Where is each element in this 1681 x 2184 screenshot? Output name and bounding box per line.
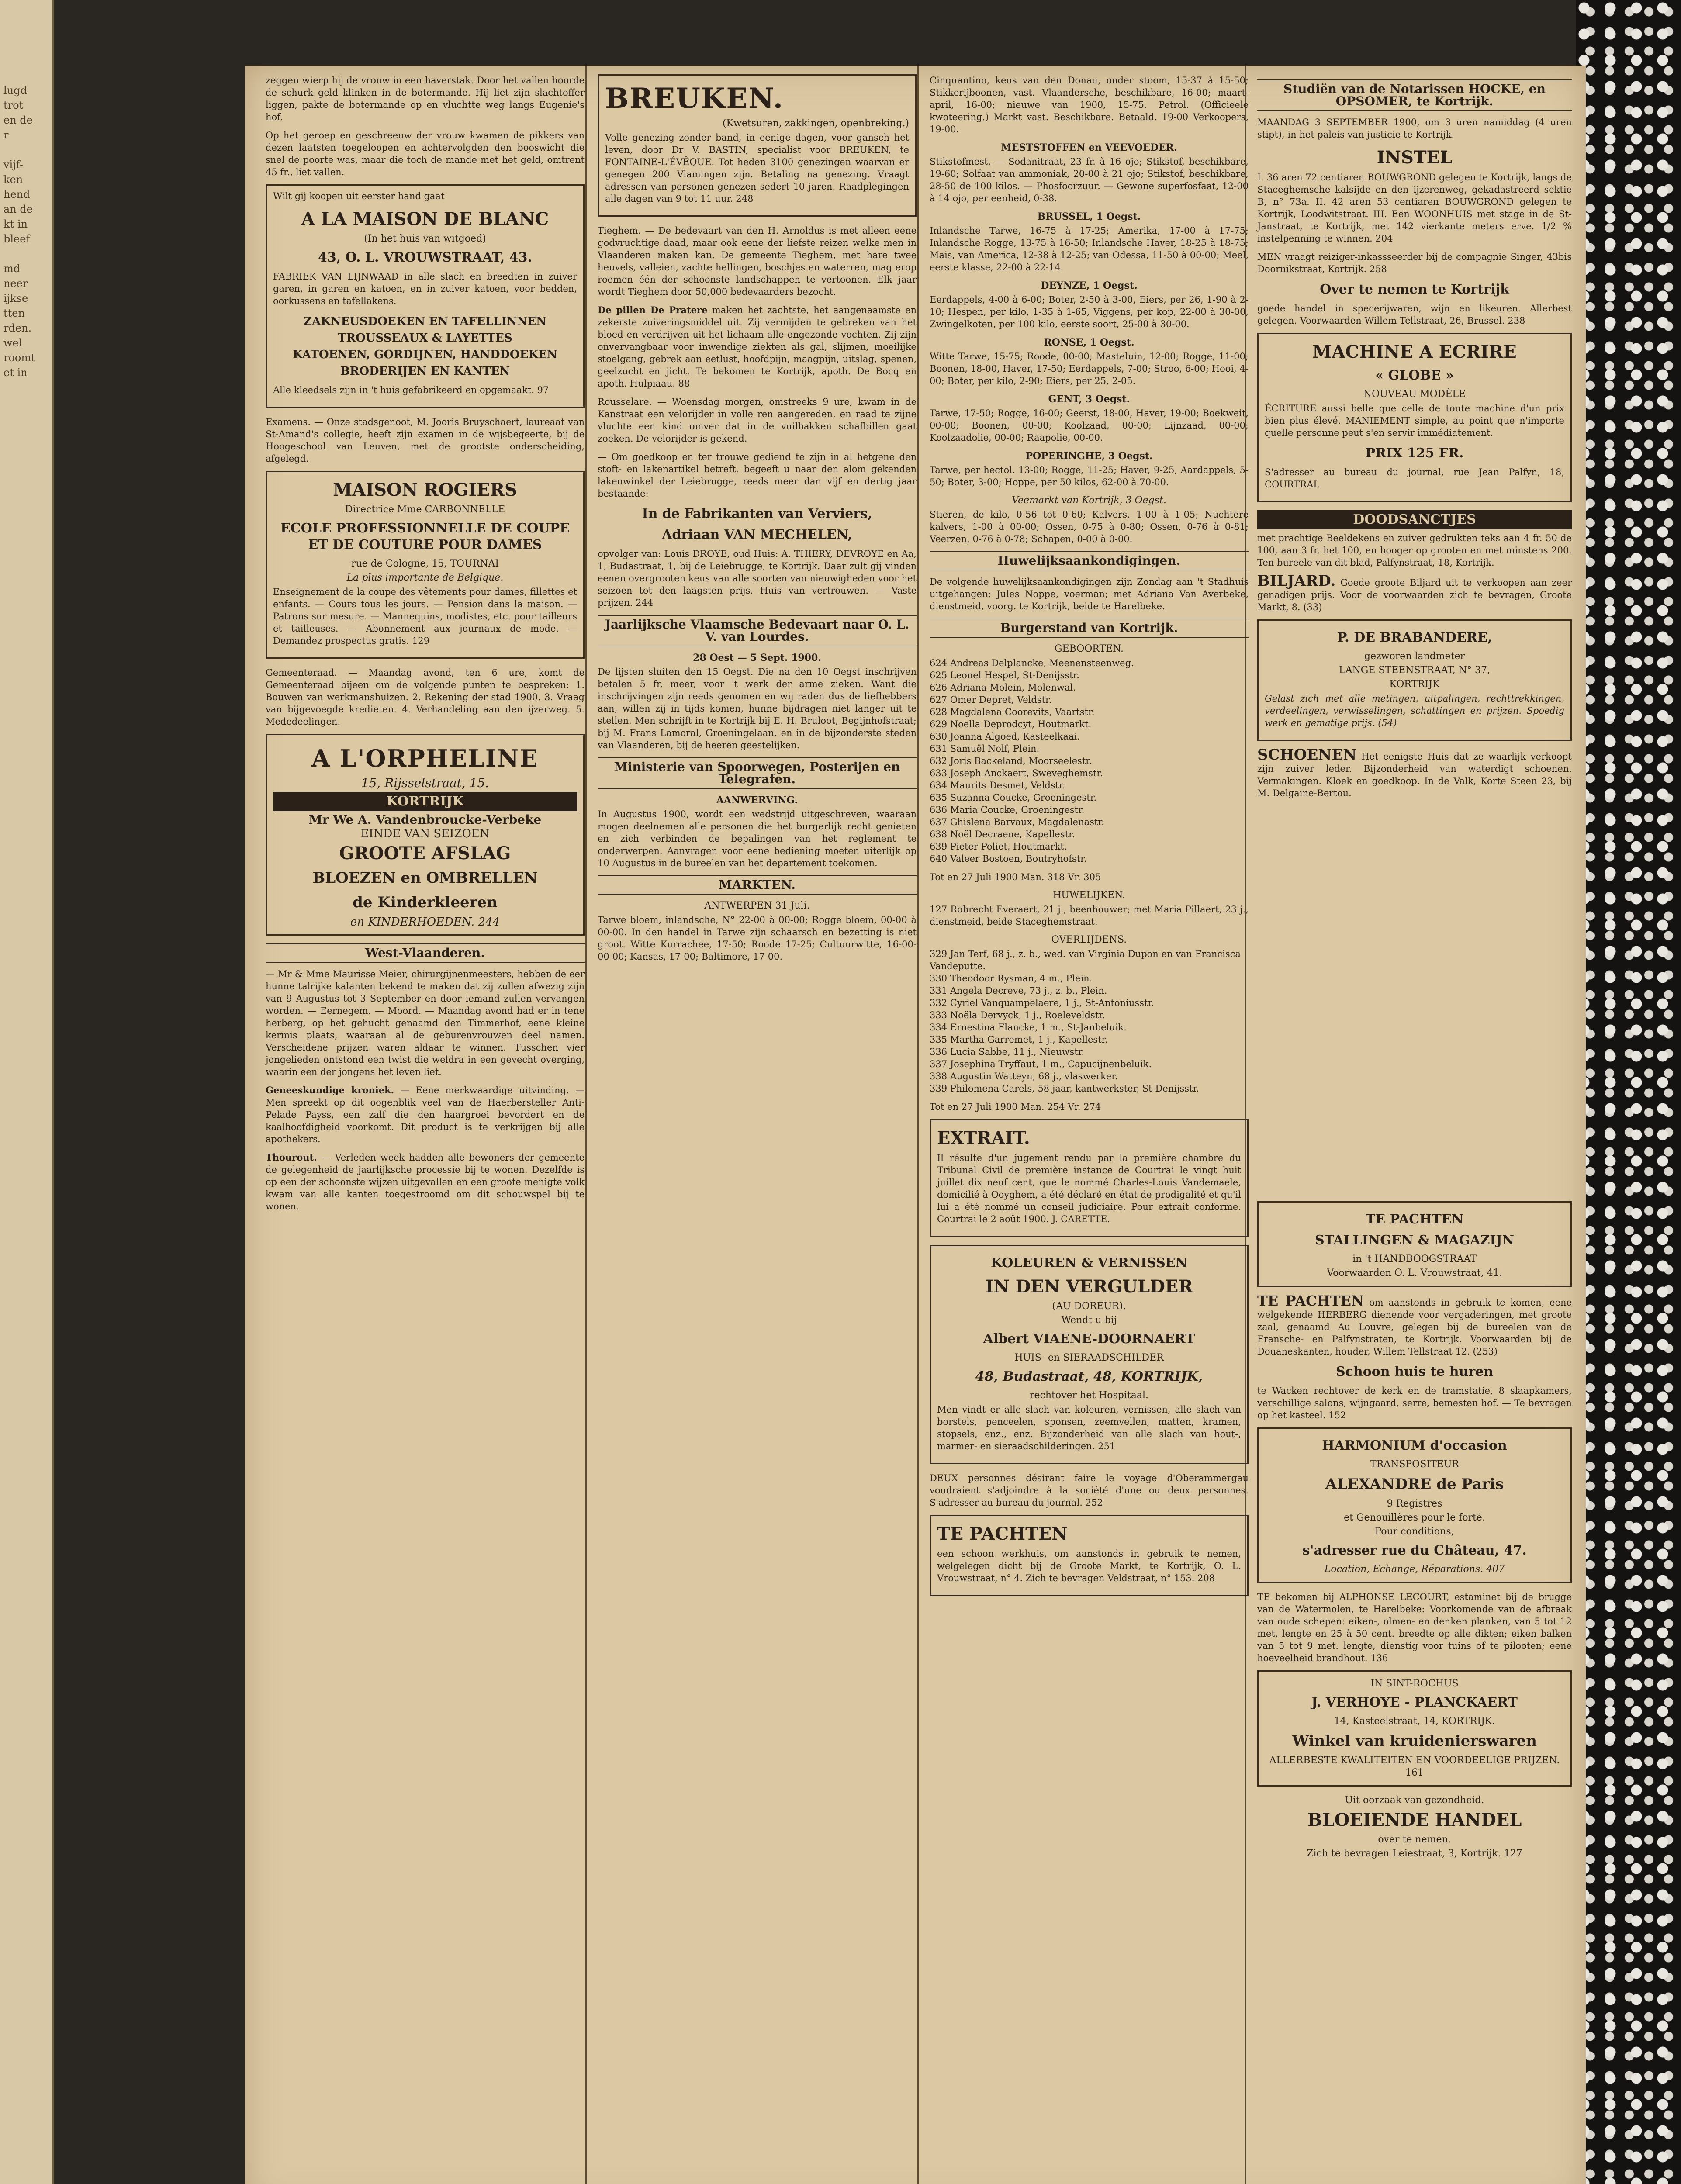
ad-line: ALLERBESTE KWALITEITEN EN VOORDEELIGE PRIJZEN. 161 xyxy=(1269,1755,1560,1778)
article-heading: Geneeskundige kroniek. xyxy=(266,1085,394,1095)
ad-text: goede handel in specerijwaren, wijn en likeuren. Allerbest gelegen. Voorwaarden Willem Tellstraat, 26, Brussel. 238 xyxy=(1257,303,1572,326)
ad-price: PRIX 125 FR. xyxy=(1365,446,1464,461)
ad-address: 14, Kasteelstraat, 14, KORTRIJK. xyxy=(1334,1716,1495,1727)
article-text: Tarwe bloem, inlandsche, N° 22-00 à 00-00; Rogge bloem, 00-00 à 00-00. In den handel in Tarwe zijn schaarsch en bezetting is niet groot. Witte Kurrachee, 17-50; Roode 17-25; Cultuurwitte, 16-00-00-00; Kansas, 17-00; Baltimore, 17-00. xyxy=(598,915,917,962)
ad-line: Pour conditions, xyxy=(1375,1526,1454,1537)
ad-line: IN SINT-ROCHUS xyxy=(1370,1678,1459,1689)
binding-edge xyxy=(1576,0,1681,2184)
section-date: 28 Oest — 5 Sept. 1900. xyxy=(693,652,821,663)
ad-title: BLOEIENDE HANDEL xyxy=(1307,1810,1522,1830)
ad-line: s'adresser rue du Château, 47. xyxy=(1302,1543,1527,1558)
ad-address: rue de Cologne, 15, TOURNAI xyxy=(351,558,499,569)
ad-title: BILJARD. xyxy=(1257,572,1336,590)
ad-title: BREUKEN. xyxy=(605,82,784,115)
column-4-lower xyxy=(1254,1201,1575,1862)
column-1 xyxy=(262,74,588,1219)
ad-title: A L'ORPHELINE xyxy=(311,744,539,772)
ad-title: Winkel van kruidenierswaren xyxy=(1292,1732,1537,1750)
ad-line: in 't HANDBOOGSTRAAT xyxy=(1352,1254,1477,1265)
ad-de-brabandere xyxy=(1257,619,1572,741)
section-title: Ministerie van Spoorwegen, Posterijen en Telegrafen. xyxy=(598,757,917,789)
previous-page-edge xyxy=(0,0,54,2184)
article-text: Tarwe, 17-50; Rogge, 16-00; Geerst, 18-00, Haver, 19-00; Boekweit, 00-00; Boonen, 00-00; Koolzaad, 00-00; Lijnzaad, 00-00; Koolzaadolie, 00-00; Raapolie, 00-00. xyxy=(930,408,1249,443)
ad-text: S'adresser au bureau du journal, rue Jean Palfyn, 18, COURTRAI. xyxy=(1265,467,1564,490)
ad-text: met prachtige Beeldekens en zuiver gedrukten teks aan 4 fr. 50 de 100, aan 3 fr. het 100, en hooger op grooten en met minstens 200. Ten bureele van dit blad, Palfynstraat, 18, Kortrijk. xyxy=(1257,533,1572,568)
ad-title: Schoon huis te huren xyxy=(1335,1364,1494,1379)
ad-text: ÉCRITURE aussi belle que celle de toute machine d'un prix bien plus élevé. MANIEMENT simple, au point que n'importe quelle personne peut s'en servir immédiatement. xyxy=(1265,403,1564,438)
ad-line: Location, Echange, Réparations. 407 xyxy=(1324,1564,1505,1575)
ad-machine-ecrire xyxy=(1257,333,1572,502)
ad-line: GROOTE AFSLAG xyxy=(339,843,511,864)
ad-orpheline xyxy=(266,734,585,936)
column-4 xyxy=(1254,74,1575,805)
ad-breuken xyxy=(598,74,917,217)
article-text: Tieghem. — De bedevaart van den H. Arnoldus is met alleen eene godvruchtige daad, maar ook eene der liefste reizen welke men in Vlaanderen maken kan. De gemeente Tieghem, met hare twee heuvels, valleien, zachte hellingen, boschjes en waterren, mag erop roemen één der schoonste landschappen te vertoonen. Elk jaar wordt Tieghem door 50,000 bedevaarders bezocht. xyxy=(598,225,917,297)
ad-subtitle: (In het huis van witgoed) xyxy=(364,233,486,244)
ad-maison-de-blanc xyxy=(266,184,585,408)
ad-text: te Wacken rechtover de kerk en de tramstatie, 8 slaapkamers, verschillige salons, wijngaard, serre, bemesten hof. — Te bevragen op het kasteel. 152 xyxy=(1257,1386,1572,1420)
ad-subtitle: La plus importante de Belgique. xyxy=(346,572,504,583)
ad-text: Goede groote Biljard uit te verkoopen aan zeer genadigen prijs. Voor de voorwaarden zich te bevragen, Groote Markt, 8. (33) xyxy=(1257,577,1572,612)
section-subtitle: BRUSSEL, 1 Oegst. xyxy=(1037,211,1141,222)
ad-text: om aanstonds in gebruik te komen, eene welgekende HERBERG dienende voor vergaderingen, met groote zaal, genaamd Au Louvre, gelegen bij de bureelen van de Fransche- en Palfynstraten, te Kortrijk. Voorwaarden bij de Douaneskanten, houder, Willem Tellstraat 12. (253) xyxy=(1257,1297,1572,1357)
ad-line: TRANSPOSITEUR xyxy=(1370,1459,1459,1470)
section-subtitle: ANTWERPEN 31 Juli. xyxy=(704,900,810,911)
ad-name: Albert VIAENE-DOORNAERT xyxy=(983,1331,1195,1347)
article-text: Examens. — Onze stadsgenoot, M. Jooris Bruyschaert, laureaat van St-Amand's collegie, heeft zijn examen in de wijsbegeerte, bij de Hoogeschool van Leuven, met de grootste onderscheiding, afgelegd. xyxy=(266,417,585,464)
ad-te-pachten xyxy=(930,1515,1249,1596)
ad-line: over te nemen. xyxy=(1378,1834,1451,1845)
section-title: Huwelijksaankondigingen. xyxy=(930,551,1249,570)
birth-list: 624 Andreas Delplancke, Meenensteenweg. 625 Leonel Hespel, St-Denijsstr. 626 Adriana Molein, Molenwal. 627 Omer Depret, Veldstr. 628 Magdalena Coorevits, Vaartstr. 629 Noella Deprodcyt, Houtmarkt. 630 Joanna Algoed, Kasteelkaai. 631 Samuël Nolf, Plein. 632 Joris Backeland, Moorseelestr. 633 Joseph Anckaert, Sweveghemstr. 634 Maurits Desmet, Veldstr. 635 Suzanna Coucke, Groeningestr. 636 Maria Coucke, Groeningestr. 637 Ghislena Barvaux, Magdalenastr. 638 Noël Decraene, Kapellestr. 639 Pieter Poliet, Houtmarkt. 640 Valeer Bostoen, Boutryhofstr. xyxy=(930,658,1134,864)
ad-side: (Kwetsuren, zakkingen, openbreking.) xyxy=(722,118,909,129)
article-text: I. 36 aren 72 centiaren BOUWGROND gelegen te Kortrijk, langs de Staceghemsche kalsijde en den ijzerenweg, gekadastreerd sektie B, n° 73a. II. 42 aren 53 centiaren BOUWGROND gelegen te Kortrijk, Loodwitstraat. III. Een WOONHUIS met stage in de St-Janstraat, te Kortrijk, met 142 vierkante meters erve. 1/2 % instelpenning te winnen. 204 xyxy=(1257,172,1572,244)
article-text: Gemeenteraad. — Maandag avond, ten 6 ure, komt de Gemeenteraad bijeen om de volgende punten te bespreken: 1. Bouwen van werkmanshuizen. 2. Rekening der stad 1900. 3. Vraag van bijgevoegde kredieten. 4. Verhandeling aan den ijzerweg. 5. Mededeelingen. xyxy=(266,667,585,727)
ad-vergulder xyxy=(930,1245,1249,1464)
ad-city-banner: KORTRIJK xyxy=(273,792,577,811)
section-subtitle: RONSE, 1 Oegst. xyxy=(1044,337,1135,348)
ad-title: EXTRAIT. xyxy=(937,1128,1030,1148)
ad-title: MAISON ROGIERS xyxy=(333,480,517,500)
ad-line: EINDE VAN SEIZOEN xyxy=(360,827,490,840)
ad-title: MACHINE A ECRIRE xyxy=(1312,342,1517,362)
ad-text: Enseignement de la coupe des vêtements pour dames, fillettes et enfants. — Cours tous les jours. — Pension dans la maison. — Patrons sur mesure. — Mannequins, modistes, etc. pour tailleurs et tailleuses. — Abonnement aux journaux de mode. — Demandez prospectus gratis. 129 xyxy=(273,587,577,646)
ad-heading: Over te nemen te Kortrijk xyxy=(1320,282,1509,297)
section-title: INSTEL xyxy=(1377,147,1453,168)
article-text: Tarwe, per hectol. 13-00; Rogge, 11-25; Haver, 9-25, Aardappels, 5-50; Boter, 3-00; Hoppe, per 50 kilos, 62-00 à 70-00. xyxy=(930,465,1249,487)
article-text: — Verleden week hadden alle bewoners der gemeente de gelegenheid de jaarlijksche processie bij te wonen. Dezelfde is op een der schoonste wijzen uitgevallen en een groote menigte volk kwam van alle kanten toegestroomd om dit schouwspel bij te wonen. xyxy=(266,1152,585,1212)
ad-heading: ECOLE PROFESSIONNELLE DE COUPE ET DE COUTURE POUR DAMES xyxy=(280,521,570,553)
ad-text: Wilt gij koopen uit eerster hand gaat xyxy=(273,191,445,201)
ad-title: HARMONIUM d'occasion xyxy=(1322,1438,1507,1453)
ad-text: Il résulte d'un jugement rendu par la première chambre du Tribunal Civil de première instance de Courtrai le vingt huit juillet dix neuf cent, que le nommé Charles-Louis Vandemaele, domicilié à Ooyghem, a été déclaré en état de prodigalité et qu'il lui a été nommé un conseil judiciaire. Pour extrait conforme. Courtrai le 2 août 1900. J. CARETTE. xyxy=(937,1153,1241,1224)
article-heading: Thourout. xyxy=(266,1152,317,1163)
ad-subtitle: Directrice Mme CARBONNELLE xyxy=(345,504,505,515)
ad-line: gezworen landmeter xyxy=(1364,651,1465,662)
ad-heading: In de Fabrikanten van Verviers, xyxy=(642,506,872,522)
death-list: 329 Jan Terf, 68 j., z. b., wed. van Virginia Dupon en van Francisca Vandeputte. 330 Theodoor Rysman, 4 m., Plein. 331 Angela Decreve, 73 j., z. b., Plein. 332 Cyriel Vanquampelaere, 1 j., St-Antoniusstr. 333 Noëla Dervyck, 1 j., Roeleveldstr. 334 Ernestina Flancke, 1 m., St-Janbeluik. 335 Martha Garremet, 1 j., Kapellestr. 336 Lucia Sabbe, 11 j., Nieuwstr. 337 Josephina Tryffaut, 1 m., Capucijnenbeluik. 338 Augustin Watteyn, 68 j., vlaswerker. 339 Philomena Carels, 58 jaar, kantwerkster, St-Denijsstr. xyxy=(930,949,1241,1094)
article-text: DEUX personnes désirant faire le voyage d'Oberammergau voudraient s'adjoindre à la société d'une ou deux personnes. S'adresser au bureau du journal. 252 xyxy=(930,1473,1249,1508)
ad-text: Het eenigste Huis dat ze waarlijk verkoopt zijn zuiver leder. Bijzonderheid van waterdigt schoenen. Vermakingen. Kloek en goedkoop. In de Valk, Korte Steen 23, bij M. Delgaine-Bertou. xyxy=(1257,751,1572,798)
article-text: Inlandsche Tarwe, 16-75 à 17-25; Amerika, 17-00 à 17-75; Inlandsche Rogge, 13-75 à 16-50; Inlandsche Haver, 18-25 à 18-75; Mais, van America, 12-38 à 12-25; van Odessa, 11-50 à 00-00; Meel, eerste klasse, 22-00 à 22-14. xyxy=(930,225,1249,273)
section-subtitle: GENT, 3 Oegst. xyxy=(1048,394,1130,405)
ad-line: HUIS- en SIERAADSCHILDER xyxy=(1014,1352,1164,1363)
ad-text: Volle genezing zonder band, in eenige dagen, voor gansch het leven, door Dr V. BASTIN, specialist voor BREUKEN, te FONTAINE-L'ÉVÊQUE. Tot heden 3100 genezingen waarvan er genegen 200 Vlamingen zijn. Betaling na genezing. Vraagt adressen van personen genezen sedert 10 jaren. Raadplegingen alle dagen van 9 tot 11 uur. 248 xyxy=(605,132,909,204)
ad-text: een schoon werkhuis, om aanstonds in gebruik te nemen, welgelegen dicht bij de Groote Markt, te Kortrijk, O. L. Vrouwstraat, n° 4. Zich te bevragen Veldstraat, n° 153. 208 xyxy=(937,1548,1241,1583)
ad-line: KORTRIJK xyxy=(1389,679,1440,690)
article-text: zeggen wierp hij de vrouw in een haverstak. Door het vallen hoorde de schurk geld klinken in de botermande. Hij liet zijn slachtoffer liggen, pakte de botermande op en vluchtte weg langs Eugenie's hof. xyxy=(266,75,585,122)
article-text: — Eene merkwaardige uitvinding. — Men spreekt op dit oogenblik veel van de Haerbersteller Anti-Pelade Payss, een zalf die den haargroei bevordert en de kaalhoofdigheid voorkomt. Dit product is te verkrijgen bij alle apothekers. xyxy=(266,1085,585,1144)
totals-line: Tot en 27 Juli 1900 Man. 254 Vr. 274 xyxy=(930,1102,1101,1112)
ad-address: 15, Rijsselstraat, 15. xyxy=(361,776,489,790)
article-text: Witte Tarwe, 15-75; Roode, 00-00; Masteluin, 12-00; Rogge, 11-00; Boonen, 18-00, Haver, 17-50; Eerdappels, 7-00; Stroo, 6-00; Hooi, 4-00; Boter, per kilo, 2-90; Eiers, per 25, 2-05. xyxy=(930,351,1249,386)
section-subtitle: MESTSTOFFEN en VEEVOEDER. xyxy=(1001,142,1177,153)
ad-line: (AU DOREUR). xyxy=(1052,1301,1126,1312)
article-text: MAANDAG 3 SEPTEMBER 1900, om 3 uren namiddag (4 uren stipt), in het paleis van justicie te Kortrijk. xyxy=(1257,117,1572,140)
ad-line: LANGE STEENSTRAAT, N° 37, xyxy=(1339,665,1491,676)
ad-line: TE PACHTEN xyxy=(1365,1212,1464,1227)
ad-text: opvolger van: Louis DROYE, oud Huis: A. THIERY, DEVROYE en Aa, 1, Budastraat, 1, bij de Leiebrugge, te Kortrijk. Daar zult gij vinden eenen overgrooten keus van alle soorten van nieuwigheden voor het seizoen tot den laagsten prijs. Huis van vertrouwen. — Vaste prijzen. 244 xyxy=(598,549,917,608)
ad-line: « GLOBE » xyxy=(1375,368,1454,383)
article-text: De volgende huwelijksaankondigingen zijn Zondag aan 't Stadhuis uitgehangen: Jules Noppe, voerman; met Adriana Van Averbeke, dienstmeid, voorg. te Kortrijk, beide te Harelbeke. xyxy=(930,577,1249,612)
section-title: Studiën van de Notarissen HOCKE, en OPSOMER, te Kortrijk. xyxy=(1257,79,1572,111)
ad-stallingen xyxy=(1257,1201,1572,1287)
totals-line: Tot en 27 Juli 1900 Man. 318 Vr. 305 xyxy=(930,872,1101,882)
ad-harmonium xyxy=(1257,1427,1572,1583)
ad-address: 43, O. L. VROUWSTRAAT, 43. xyxy=(318,250,533,265)
section-title: MARKTEN. xyxy=(598,875,917,895)
ad-maison-rogiers xyxy=(266,471,585,659)
article-text: De lijsten sluiten den 15 Oegst. Die na den 10 Oegst inschrijven betalen 5 fr. meer, voor 't werk der arme zieken. Want die inschrijvingen zijn reeds genomen en wij raden dus de liefhebbers aan, willen zij in tijds komen, hunne bijdragen niet langer uit te stellen. Men schrijft in te Kortrijk bij E. H. Bruloot, Begijnhofstraat; bij M. Frans Lamoral, Groeningelaan, en in de bijzonderste steden van Vlaanderen, bij de heeren geestelijken. xyxy=(598,667,917,750)
ad-text: Gelast zich met alle metingen, uitpalingen, rechttrekkingen, verdeelingen, verwisselingen, schattingen en prijzen. Spoedig werk en gematige prijs. (54) xyxy=(1265,693,1564,728)
ad-line: 9 Registres xyxy=(1387,1498,1442,1509)
column-3 xyxy=(926,74,1252,1604)
ad-title: TE PACHTEN xyxy=(1257,1292,1364,1309)
article-text: Stikstofmest. — Sodanitraat, 23 fr. à 16 ojo; Stikstof, beschikbare, 19-60; Solfaat van ammoniak, 20-00 à 21 ojo; Stikstof, beschikbare, 28-50 de 100 kilos. — Phosfoorzuur. — Gewone superfosfaat, 12-00 à 14 ojo, per eenheid, 0-38. xyxy=(930,156,1249,204)
article-text: Stieren, de kilo, 0-56 tot 0-60; Kalvers, 1-00 à 1-05; Nuchtere kalvers, 1-00 à 00-00; Ossen, 0-75 à 0-80; Ossen, 0-76 à 0-81; Veerzen, 0-76 à 0-78; Schapen, 0-00 à 0-00. xyxy=(930,509,1249,544)
ad-title-banner: DOODSANCTJES xyxy=(1257,510,1572,529)
ad-line: BLOEZEN en OMBRELLEN xyxy=(312,869,538,887)
article-text: In Augustus 1900, wordt een wedstrijd uitgeschreven, waaraan mogen deelnemen alle personen die het burgerlijk recht genieten en zich verbinden de bepalingen van het reglement te onderwerpen. Aanvragen voor eene bediening moeten uiterlijk op 10 Augustus in de bureelen van het departement toekomen. xyxy=(598,809,917,868)
ad-title: A LA MAISON DE BLANC xyxy=(301,209,549,229)
ad-address: 48, Budastraat, 48, KORTRIJK, xyxy=(975,1369,1203,1384)
article-text: Eerdappels, 4-00 à 6-00; Boter, 2-50 à 3-00, Eiers, per 26, 1-90 à 2-10; Hespen, per kilo, 1-35 à 1-65, Viggens, per kop, 22-00 à 30-00, Zwingelkoten, per 100 kilo, eerste soort, 25-00 à 30-00. xyxy=(930,294,1249,329)
ad-sint-rochus xyxy=(1257,1670,1572,1787)
ad-name: Mr We A. Vandenbroucke-Verbeke xyxy=(308,812,542,827)
article-text: Rousselare. — Woensdag morgen, omstreeks 9 ure, kwam in de Kanstraat een velorijder in volle ren aangereden, en raad te zijne vluchte een kind omver dat in de vuilbakken schafbillen gaat zoeken. De velorijder is gekend. xyxy=(598,397,917,444)
article-text: Cinquantino, keus van den Donau, onder stoom, 15-37 à 15-50; Stikkerijboonen, vast. Vlaandersche, beschikbare, 16-00; maart-april, 16-00; nieuwe van 1900, 15-75. Petrol. (Officieele kwoteering.) Markt vast. Beschikbare. Betaald. 19-00 Verkoopers, 19-00. xyxy=(930,75,1249,135)
ad-line: rechtover het Hospitaal. xyxy=(1029,1390,1149,1401)
section-subtitle: GEBOORTEN. xyxy=(1054,643,1124,654)
column-2 xyxy=(594,74,920,969)
ad-line: KOLEUREN & VERNISSEN xyxy=(990,1255,1188,1271)
ad-line: en KINDERHOEDEN. 244 xyxy=(350,916,500,929)
newspaper-page xyxy=(245,66,1586,2184)
article-heading: De pillen De Pratere xyxy=(598,304,708,315)
section-subtitle: OVERLIJDENS. xyxy=(1051,934,1127,945)
article-text: MEN vraagt reiziger-inkassseerder bij de compagnie Singer, 43bis Doornikstraat, Kortrijk. 258 xyxy=(1257,252,1572,274)
ad-text: TE bekomen bij ALPHONSE LECOURT, estaminet bij de brugge van de Watermolen, te Harelbeke: Voorkomende van de afbraak van oude schepen: eiken-, olmen- en denken planken, van 5 tot 12 met, lengte en 25 à 50 cent. breedte op alle dikten; eiken balken van 5 tot 9 met. lengte, dienstig voor tuins of te pilooten; eene hoeveelheid brandhout. 136 xyxy=(1257,1592,1572,1663)
ad-line: Zich te bevragen Leiestraat, 3, Kortrijk. 127 xyxy=(1307,1848,1522,1859)
ad-items: ZAKNEUSDOEKEN EN TAFELLINNEN TROUSSEAUX & LAYETTES KATOENEN, GORDIJNEN, HANDDOEKEN BRODERIJEN EN KANTEN xyxy=(293,315,557,378)
ad-extrait xyxy=(930,1119,1249,1237)
ad-line: NOUVEAU MODÈLE xyxy=(1363,389,1466,400)
section-title: West-Vlaanderen. xyxy=(266,943,585,963)
article-text: Op het geroep en geschreeuw der vrouw kwamen de pikkers van dezen laatsten toegeloopen en achtervolgden den booswicht die snel de poorte was, maar die toch de mande met het geld, omtrent 45 fr., liet vallen. xyxy=(266,130,585,177)
ad-line: Uit oorzaak van gezondheid. xyxy=(1345,1795,1484,1806)
ad-title: STALLINGEN & MAGAZIJN xyxy=(1314,1233,1515,1248)
ad-name: J. VERHOYE - PLANCKAERT xyxy=(1311,1695,1518,1710)
previous-page-text: lugd trot en de r vijf- ken hend an de kt in bleef md neer ijkse tten rden. wel roomt et in xyxy=(3,84,35,379)
section-subtitle: AANWERVING. xyxy=(716,795,798,806)
section-title: Jaarlijksche Vlaamsche Bedevaart naar O. L. V. van Lourdes. xyxy=(598,615,917,646)
ad-line: ALEXANDRE de Paris xyxy=(1325,1476,1504,1493)
ad-title: SCHOENEN xyxy=(1257,746,1357,764)
ad-text: Alle kleedsels zijn in 't huis gefabrikeerd en opgemaakt. 97 xyxy=(273,385,549,395)
ad-line: de Kinderkleeren xyxy=(353,894,498,911)
section-subtitle: HUWELIJKEN. xyxy=(1053,890,1125,901)
section-subtitle: DEYNZE, 1 Oegst. xyxy=(1041,280,1138,291)
ad-text: FABRIEK VAN LIJNWAAD in alle slach en breedten in zuiver garen, in garen en katoen, en in zuiver katoen, voor bedden, oorkussens en tafellakens. xyxy=(273,271,577,306)
ad-title: IN DEN VERGULDER xyxy=(985,1276,1193,1297)
ad-line: et Genouillères pour le forté. xyxy=(1344,1512,1485,1523)
article-text: 127 Robrecht Everaert, 21 j., beenhouwer; met Maria Pillaert, 23 j., dienstmeid, beide Staceghemstraat. xyxy=(930,904,1249,927)
section-subtitle: Veemarkt van Kortrijk, 3 Oegst. xyxy=(1012,495,1166,506)
section-subtitle: POPERINGHE, 3 Oegst. xyxy=(1025,450,1153,462)
ad-name: P. DE BRABANDERE, xyxy=(1337,630,1492,645)
ad-name: Adriaan VAN MECHELEN, xyxy=(662,527,852,543)
section-title: Burgerstand van Kortrijk. xyxy=(930,619,1249,638)
ad-line: Wendt u bij xyxy=(1061,1315,1117,1326)
ad-title: TE PACHTEN xyxy=(937,1524,1068,1544)
ad-line: Voorwaarden O. L. Vrouwstraat, 41. xyxy=(1327,1268,1502,1279)
ad-text: Men vindt er alle slach van koleuren, vernissen, alle slach van borstels, penceelen, sponsen, zeemvellen, matten, kramen, stopsels, enz., enz. Bijzonderheid van alle slach van hout-, marmer- en sieraadschilderingen. 251 xyxy=(937,1404,1241,1451)
article-text: — Om goedkoop en ter trouwe gediend te zijn in al hetgene den stoft- en lakenartikel betreft, begeeft u naar den alom gekenden lakenwinkel der Leiebrugge, reeds meer dan vijf en dertig jaar bestaande: xyxy=(598,452,917,499)
article-text: — Mr & Mme Maurisse Meier, chirurgijnenmeesters, hebben de eer hunne talrijke kalanten bekend te maken dat zij zullen afwezig zijn van 9 Augustus tot 3 September en door iemand zullen vervangen worden. — Eernegem. — Moord. — Maandag avond had er in tene herberg, op het gehucht genaamd den Timmerhof, eene kleine kermis plaats, waaraan al de geburenvrouwen deel namen. Verscheidene prijzen waren aldaar te winnen. Tusschen vier jongelieden ontstond een twist die weldra in een gevecht overging, waarin een der jongens het leven liet. xyxy=(266,969,585,1077)
article-text: maken het zachtste, het aangenaamste en zekerste zuiveringsmiddel uit. Zij vermijden te gebreken van het bloed en verdrijven uit het lichaam alle ongezonde vochten. Zij zijn onvervangbaar voor inwendige ziekten als gal, slijmen, moeilijke stoelgang, gebrek aan eetlust, hoofdpijn, maagpijn, uitslag, spenen, geelzucht en jicht. Te bekomen te Kortrijk, apoth. De Bocq en apoth. Hulpiaau. 88 xyxy=(598,305,917,389)
